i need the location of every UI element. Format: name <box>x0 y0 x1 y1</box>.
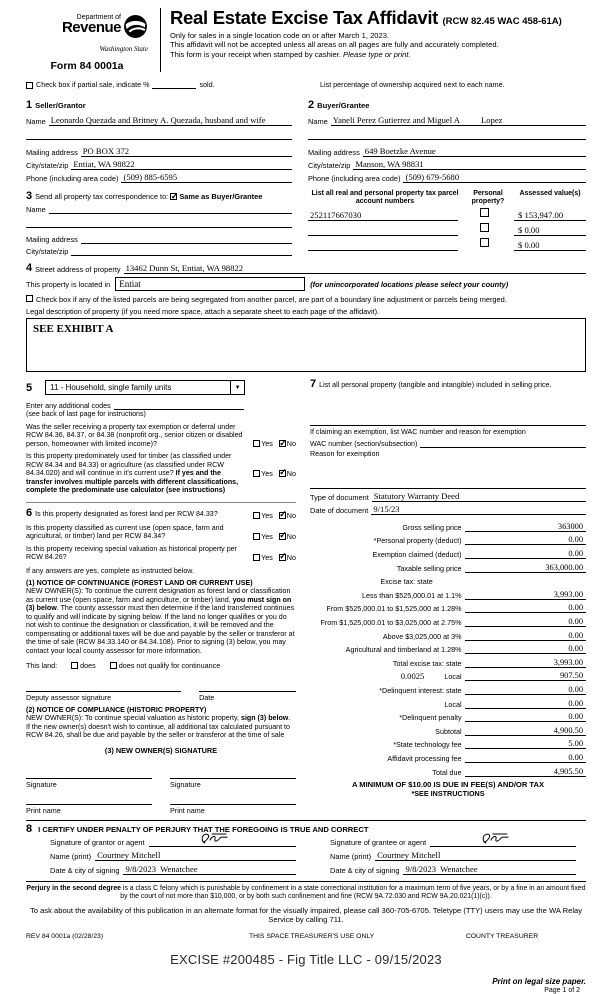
property-type-selected-value: 11 - Household, single family units <box>50 383 172 393</box>
no-label: No <box>286 468 296 478</box>
print-name-label: Print name <box>170 805 205 815</box>
tax-row-label: Agricultural and timberland at 1.28% <box>345 645 462 655</box>
correspondence-mailing-field[interactable] <box>81 235 292 244</box>
new-owner-signature-title: (3) NEW OWNER(S) SIGNATURE <box>104 745 218 755</box>
exemption-reason-write-in-area[interactable] <box>310 458 586 488</box>
parcel-row <box>308 206 586 221</box>
document-date-label: Date of document <box>310 506 369 516</box>
timber-no-checkbox[interactable] <box>279 470 286 477</box>
land-does-checkbox[interactable] <box>71 662 78 669</box>
seller-mailing-field[interactable]: PO BOX 372 <box>81 147 292 157</box>
partial-sale-checkbox[interactable] <box>26 82 33 89</box>
signature-label: Signature <box>170 779 201 789</box>
grantor-printed-name-field[interactable]: Courtney Mitchell <box>95 850 296 861</box>
logo-text: Washington State <box>99 45 148 53</box>
buyer-name-overflow-field[interactable] <box>308 129 586 140</box>
parcel-numbers-header: List all real and personal property tax parcel account numbers <box>311 190 459 206</box>
section-buyer-grantee <box>306 95 586 183</box>
tier4-tax-field[interactable]: 0.00 <box>465 631 586 641</box>
yes-label: Yes <box>261 552 273 562</box>
section-number: 8 <box>26 822 33 835</box>
county-treasurer-label: COUNTY TREASURER <box>465 932 539 940</box>
assessed-value-field[interactable]: $ 153,947.00 <box>514 210 586 221</box>
property-type-select[interactable] <box>45 380 245 395</box>
tax-row-label: From $525,000.01 to $1,525,000 at 1.28% <box>326 604 462 614</box>
deputy-assessor-date-field[interactable] <box>199 680 296 692</box>
assessed-values-header: Assessed value(s) <box>519 190 581 198</box>
additional-codes-label: Enter any additional codes <box>26 401 111 411</box>
tier1-tax-field[interactable]: 3,993.00 <box>465 590 586 600</box>
personal-property-deduct-field[interactable]: 0.00 <box>465 535 586 545</box>
seller-phone-field[interactable]: (509) 885-6595 <box>121 173 292 183</box>
section-property-address <box>26 262 586 372</box>
section-title: Buyer/Grantee <box>317 101 370 110</box>
excise-stamp: EXCISE #200485 - Fig Title LLC - 09/15/2023 <box>170 951 442 967</box>
seller-city-field[interactable]: Entiat, WA 98822 <box>71 160 292 170</box>
taxable-selling-price-field[interactable]: 363,000.00 <box>465 563 586 573</box>
tax-row-label: Affidavit processing fee <box>387 753 462 763</box>
grantee-signature-block <box>306 835 586 875</box>
delinquent-interest-local-field[interactable]: 0.00 <box>465 699 586 709</box>
tax-row-label: Above $3,025,000 at 3% <box>382 631 462 641</box>
current-use-no-checkbox[interactable] <box>279 533 286 540</box>
treasurer-use-label: THIS SPACE TREASURER'S USE ONLY <box>248 932 375 940</box>
seller-name-overflow-field[interactable] <box>26 129 292 140</box>
forest-yes-checkbox[interactable] <box>253 512 260 519</box>
personal-property-write-in-area[interactable] <box>310 391 586 425</box>
section-number: 2 <box>308 99 315 111</box>
no-label: No <box>286 531 296 541</box>
does-label: does <box>80 661 96 671</box>
signature-label: Signature <box>26 779 57 789</box>
document-type-field[interactable]: Statutory Warranty Deed <box>372 492 586 502</box>
same-as-buyer-checkbox[interactable] <box>170 193 177 200</box>
excise-tax-table <box>310 518 586 776</box>
tax-row-label: Taxable selling price <box>396 563 462 573</box>
section-number: 3 <box>26 190 33 203</box>
grantor-signature-label: Signature of grantor or agent <box>50 837 145 847</box>
notice-continuance-title: (1) NOTICE OF CONTINUANCE (FOREST LAND OR CURRENT USE) <box>26 579 253 588</box>
timber-question: Is this property predominately used for timber (as classified under RCW 84.34 and 84.33) or agriculture (as classified under RCW 84.34.020) and will continue in it's current use? If yes and the transfer involves multiple parcels with different classifications, complete the predominate use calculator (see instructions) <box>26 452 239 495</box>
perjury-statement: Perjury in the second degree is a class C felony which is punishable by confinement in a state correctional institution for a maximum term of five years, or by a fine in an amount fixed by the court of not more than $10,000, or by both such confinement and fine (RCW 9A.72.030 and RCW 9A.20.021(1)(c)). <box>26 881 586 902</box>
name-label: Name <box>26 205 46 215</box>
personal-property-header: Personal property? <box>471 190 505 206</box>
grantee-signature-label: Signature of grantee or agent <box>330 837 427 847</box>
delinquent-penalty-field[interactable]: 0.00 <box>465 712 586 722</box>
tax-row-label: *Delinquent interest: state <box>379 686 462 695</box>
exemption-yes-checkbox[interactable] <box>253 440 260 447</box>
tax-row-label: Total due <box>432 767 462 777</box>
correspondence-city-field[interactable] <box>71 247 292 256</box>
additional-codes-note: (see back of last page for instructions) <box>26 410 146 419</box>
wac-number-field[interactable] <box>420 439 586 448</box>
exemption-no-checkbox[interactable] <box>279 440 286 447</box>
city-label: City/state/zip <box>26 161 69 171</box>
name-label: Name <box>308 117 328 127</box>
notice-compliance-title: (2) NOTICE OF COMPLIANCE (HISTORIC PROPERTY) <box>26 706 207 715</box>
section-land-designation <box>26 502 296 815</box>
segregated-checkbox[interactable] <box>26 295 33 302</box>
logo-text: Revenue <box>61 19 121 36</box>
no-label: No <box>286 552 296 562</box>
land-does-not-checkbox[interactable] <box>110 662 117 669</box>
if-any-yes-note: If any answers are yes, complete as instructed below. <box>26 566 194 575</box>
minimum-due-note: A MINIMUM OF $10.00 IS DUE IN FEE(S) AND/OR TAX <box>351 779 545 789</box>
deputy-assessor-signature-label: Deputy assessor signature <box>26 693 112 703</box>
dor-swirl-icon <box>123 14 148 44</box>
street-address-field[interactable]: 13462 Dunn St, Entiat, WA 98822 <box>124 264 344 274</box>
document-type-label: Type of document <box>310 493 369 503</box>
dor-logo <box>26 8 154 72</box>
document-date-field[interactable]: 9/15/23 <box>371 505 586 515</box>
seller-name-field[interactable]: Leonardo Quezada and Britney A. Quezada, husband and wife <box>49 116 292 126</box>
grantee-date-city-field[interactable]: 9/8/2023 Wenatchee <box>403 864 576 875</box>
historical-yes-checkbox[interactable] <box>253 554 260 561</box>
correspondence-label: Send all property tax correspondence to: <box>35 192 169 202</box>
timber-yes-checkbox[interactable] <box>253 470 260 477</box>
personal-property-checkbox[interactable] <box>480 208 489 217</box>
phone-label: Phone (including area code) <box>308 174 401 184</box>
logo-text: Department of <box>76 14 121 21</box>
parcel-number-field[interactable]: 252117667030 <box>308 210 458 221</box>
see-instructions-note: *SEE INSTRUCTIONS <box>411 788 485 798</box>
legal-description-field[interactable]: SEE EXHIBIT A <box>26 318 586 372</box>
yes-label: Yes <box>261 531 273 541</box>
tier3-tax-field[interactable]: 0.00 <box>465 617 586 627</box>
ownership-percentage-note: List percentage of ownership acquired next to each name. <box>320 80 505 89</box>
grantee-signature-field[interactable] <box>430 838 576 847</box>
name-label: Name <box>26 117 46 127</box>
partial-sale-percent-field[interactable] <box>152 81 196 89</box>
yes-label: Yes <box>261 510 273 520</box>
tax-row-label: *Delinquent penalty <box>399 713 462 723</box>
parcel-row <box>308 236 586 251</box>
buyer-city-field[interactable]: Manson, WA 98831 <box>353 160 586 170</box>
handwritten-signature <box>199 832 233 846</box>
does-not-qualify-label: does not qualify for continuance <box>118 661 221 671</box>
located-in-label: This property is located in <box>26 279 111 289</box>
tax-row-label: *Personal property (deduct) <box>373 536 462 546</box>
section-number: 7 <box>310 378 317 391</box>
tax-row-label: Subtotal <box>435 726 462 736</box>
personal-property-checkbox[interactable] <box>480 238 489 247</box>
excise-tax-state-header: Excise tax: state <box>380 577 433 587</box>
personal-property-list-label: List all personal property (tangible and intangible) included in selling price. <box>319 381 552 390</box>
tier2-tax-field[interactable]: 0.00 <box>465 603 586 613</box>
exemption-claim-note: If claiming an exemption, list WAC number and reason for exemption <box>310 428 526 437</box>
parcel-number-field[interactable] <box>308 242 458 251</box>
tax-row-label: Local <box>444 672 462 682</box>
tax-row-label: Gross selling price <box>402 522 462 532</box>
correspondence-name-overflow-field[interactable] <box>26 217 292 228</box>
title-rcw-reference: (RCW 82.45 WAC 458-61A) <box>442 16 562 27</box>
city-label: City/state/zip <box>308 161 351 171</box>
street-address-label: Street address of property <box>35 265 121 275</box>
state-technology-fee-field[interactable]: 5.00 <box>465 739 586 749</box>
exemption-reason-label: Reason for exemption <box>310 449 380 458</box>
parcel-number-field[interactable] <box>308 227 458 236</box>
this-land-label: This land: <box>26 661 58 671</box>
new-owner-signature-1-field[interactable] <box>26 767 152 779</box>
form-header <box>26 8 586 72</box>
mailing-label: Mailing address <box>26 235 78 245</box>
segregated-label: Check box if any of the listed parcels are being segregated from another parcel, are part of a boundary line adjustment or parcels being merged. <box>36 295 507 305</box>
section-certification <box>26 820 586 875</box>
exemption-question: Was the seller receiving a property tax exemption or deferral under RCW 84.36, 84.37, or 84.38 (nonprofit org., senior citizen or disabled person, homeowner with limited income)? <box>26 422 243 448</box>
yes-label: Yes <box>261 468 273 478</box>
accessibility-statement: To ask about the availability of this publication in an alternate format for the visually impaired, please call 360-705-6705. Teletype (TTY) users may use the WA Relay Service by calling 711. <box>29 906 583 925</box>
new-owner-printname-1-field[interactable] <box>26 793 152 805</box>
current-use-question: Is this property classified as current use (open space, farm and agricultural, or timber) land per RCW 84.34? <box>26 523 224 541</box>
personal-property-checkbox[interactable] <box>480 223 489 232</box>
partial-sale-label: Check box if partial sale, indicate % <box>36 80 150 89</box>
name-print-label: Name (print) <box>50 851 92 861</box>
new-owner-printname-2-field[interactable] <box>170 793 296 805</box>
same-as-buyer-label: Same as Buyer/Grantee <box>179 192 263 202</box>
forest-land-question: Is this property designated as forest land per RCW 84.33? <box>35 509 218 518</box>
buyer-mailing-field[interactable]: 649 Boetzke Avenue <box>363 147 586 157</box>
section-seller-grantor <box>26 95 306 183</box>
section-number: 6 <box>26 506 33 519</box>
phone-label: Phone (including area code) <box>26 174 119 184</box>
additional-codes-field[interactable] <box>114 402 244 410</box>
correspondence-name-field[interactable] <box>49 205 292 214</box>
exemption-claimed-field[interactable]: 0.00 <box>465 549 586 559</box>
new-owner-signature-2-field[interactable] <box>170 767 296 779</box>
mailing-label: Mailing address <box>308 148 360 158</box>
total-state-excise-field[interactable]: 3,993.00 <box>465 658 586 668</box>
chevron-down-icon[interactable]: ▼ <box>230 381 244 394</box>
county-note: (for unincorporated locations please select your county) <box>310 279 509 289</box>
header-notes: Only for sales in a single location code on or after March 1, 2023. This affidavit will not be accepted unless all areas on all pages are fully and accurately completed. This form is your receipt when stamped by cashier. Please type or print. <box>170 30 499 59</box>
assessed-value-field[interactable]: $ 0.00 <box>514 225 586 236</box>
section-number: 4 <box>26 262 33 275</box>
tax-row-label: *State technology fee <box>393 740 462 750</box>
section-number: 1 <box>26 99 33 111</box>
name-print-label: Name (print) <box>330 851 372 861</box>
no-label: No <box>286 510 296 520</box>
no-label: No <box>286 439 296 449</box>
notice-compliance-text: NEW OWNER(S): To continue special valuation as historic property, sign (3) below. If the new owner(s) doesn't wish to continue, all additional tax calculated pursuant to RCW 84.26, shall be due and payable by the seller or transferor at the time of sale <box>26 714 291 740</box>
section-title: Seller/Grantor <box>35 101 86 110</box>
wac-number-label: WAC number (section/subsection) <box>310 439 418 448</box>
parcel-row <box>308 221 586 236</box>
tax-row-label: Local <box>444 699 462 709</box>
section-property-use <box>26 380 296 395</box>
notice-continuance-text: NEW OWNER(S): To continue the current designation as forest land or classification as current use (open space, farm and agriculture, or timber) land, you must sign on (3) below. The county assessor must then determine if the land transferred continues to qualify and will indicate by signing below. If the land no longer qualifies or you do not wish to continue the designation or classification, it will be removed and the compensating or additional taxes will be due and payable by the seller or transferor at the time of sale (RCW 84.33.140 or 84.34.108). Prior to signing (3) below, you may contact your local county assessor for more information. <box>26 587 295 655</box>
page-title: Real Estate Excise Tax Affidavit <box>170 7 439 28</box>
total-due-field[interactable]: 4,905.50 <box>465 767 586 777</box>
grantor-date-city-field[interactable]: 9/8/2023 Wenatchee <box>123 864 296 875</box>
date-city-label: Date & city of signing <box>50 865 120 875</box>
gross-selling-price-field[interactable]: 363000 <box>465 522 586 532</box>
affidavit-processing-fee-field[interactable]: 0.00 <box>465 753 586 763</box>
certification-statement: I CERTIFY UNDER PENALTY OF PERJURY THAT THE FOREGOING IS TRUE AND CORRECT <box>38 824 369 834</box>
grantee-printed-name-field[interactable]: Courtney Mitchell <box>375 850 576 861</box>
assessed-value-field[interactable]: $ 0.00 <box>514 240 586 251</box>
tax-row-label: Exemption claimed (deduct) <box>372 550 462 560</box>
handwritten-signature <box>480 832 514 846</box>
agricultural-tax-field[interactable]: 0.00 <box>465 644 586 654</box>
section-number: 5 <box>26 381 33 394</box>
form-revision: REV 84 0001a (02/28/23) <box>26 932 104 940</box>
page-number: Page 1 of 2 <box>544 986 580 994</box>
parcel-table <box>306 190 586 256</box>
date-city-label: Date & city of signing <box>330 865 400 875</box>
delinquent-interest-state-field[interactable]: 0.00 <box>465 685 586 695</box>
print-name-label: Print name <box>26 805 61 815</box>
tax-row-label: From $1,525,000.01 to $3,025,000 at 2.75% <box>320 618 462 628</box>
current-use-yes-checkbox[interactable] <box>253 533 260 540</box>
city-label: City/state/zip <box>26 247 69 257</box>
print-instruction: Print on legal size paper. <box>492 976 586 986</box>
yes-label: Yes <box>261 439 273 449</box>
subtotal-field[interactable]: 4,900.50 <box>465 726 586 736</box>
street-address-extra-line[interactable] <box>344 265 586 274</box>
partial-sale-label-after: sold. <box>199 80 215 89</box>
form-number: Form 84 0001a <box>50 60 124 72</box>
historical-property-question: Is this property receiving special valuation as historical property per RCW 84.26? <box>26 544 237 562</box>
tax-row-label: Total excise tax: state <box>392 658 462 668</box>
located-in-select[interactable]: Entiat <box>115 277 305 291</box>
mailing-label: Mailing address <box>26 148 78 158</box>
date-label: Date <box>199 693 215 703</box>
historical-no-checkbox[interactable] <box>279 554 286 561</box>
forest-no-checkbox[interactable] <box>279 512 286 519</box>
grantor-signature-field[interactable] <box>149 838 297 847</box>
local-rate-value: 0.0025 <box>400 671 425 682</box>
local-excise-field[interactable]: 907.50 <box>465 671 586 681</box>
buyer-phone-field[interactable]: (509) 679-5680 <box>403 173 586 183</box>
tax-row-label: Less than $525,000.01 at 1.1% <box>362 590 462 600</box>
legal-description-label: Legal description of property (if you need more space, attach a separate sheet to each page of the affidavit). <box>26 307 380 317</box>
deputy-assessor-signature-field[interactable] <box>26 680 181 692</box>
grantor-signature-block <box>26 835 306 875</box>
section-tax-correspondence <box>26 190 306 256</box>
buyer-name-field[interactable]: Yaneli Perez Gutierrez and Miguel A Lopez <box>331 116 586 126</box>
